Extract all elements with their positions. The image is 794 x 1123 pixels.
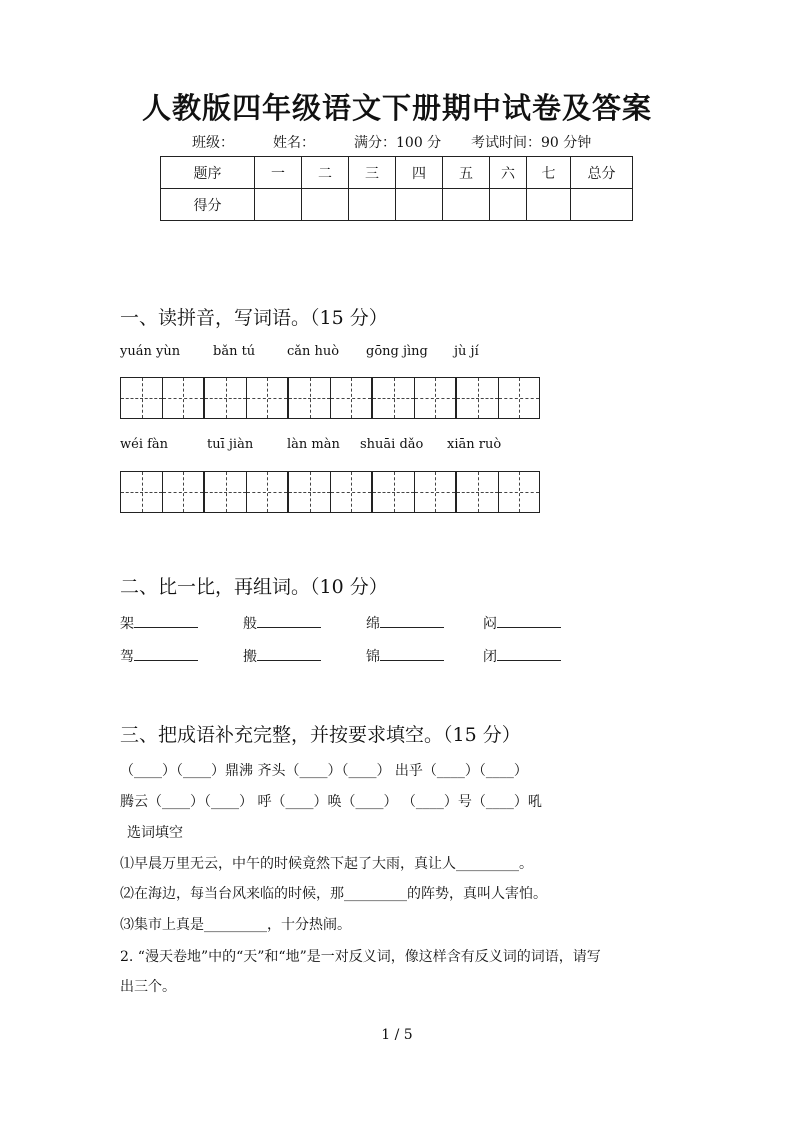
- compare-word-item: [243, 613, 321, 633]
- idiom-line: 腾云（____）（____） 呼（____）唤（____） （____）号（____）吼: [120, 794, 542, 810]
- table-cell: 六: [490, 157, 527, 189]
- writing-grid-row2: [120, 471, 540, 513]
- answer-blank[interactable]: [134, 646, 198, 661]
- writing-cell[interactable]: [246, 472, 287, 512]
- section1-heading: 一、读拼音，写词语。（15 分）: [120, 307, 388, 329]
- compare-word-item: [483, 613, 561, 633]
- writing-cell[interactable]: [414, 378, 455, 418]
- class-label: 班级：: [192, 135, 234, 151]
- compare-word-item: [483, 646, 561, 666]
- score-input-cell[interactable]: [302, 189, 349, 221]
- table-cell: 五: [443, 157, 490, 189]
- pinyin-label: wéi fàn: [120, 437, 169, 452]
- table-cell: 二: [302, 157, 349, 189]
- compare-char: 驾: [120, 649, 134, 665]
- writing-cell[interactable]: [330, 472, 371, 512]
- idiom-line: （____）（____）鼎沸 齐头（____）（____） 出乎（____）（____）: [120, 763, 528, 779]
- compare-char: 搬: [243, 649, 257, 665]
- pinyin-label: xiān ruò: [447, 437, 502, 452]
- score-input-cell[interactable]: [527, 189, 571, 221]
- writing-cell[interactable]: [457, 378, 498, 418]
- page-title: 人教版四年级语文下册期中试卷及答案: [141, 91, 652, 125]
- writing-cell[interactable]: [289, 472, 330, 512]
- question-line: 出三个。: [120, 979, 176, 995]
- answer-blank[interactable]: [497, 646, 561, 661]
- table-cell: 总分: [571, 157, 633, 189]
- pinyin-label: gōng jìng: [366, 344, 428, 359]
- score-table-header-row: [161, 157, 633, 189]
- table-cell: 三: [349, 157, 396, 189]
- answer-blank[interactable]: [134, 613, 198, 628]
- choose-words-label: 选词填空: [127, 825, 183, 841]
- table-cell: 一: [255, 157, 302, 189]
- compare-char: 架: [120, 616, 134, 632]
- score-input-cell[interactable]: [443, 189, 490, 221]
- writing-cell[interactable]: [457, 472, 498, 512]
- writing-cell[interactable]: [414, 472, 455, 512]
- writing-cell[interactable]: [498, 472, 539, 512]
- answer-blank[interactable]: [257, 613, 321, 628]
- score-table: [160, 156, 633, 221]
- compare-word-item: [243, 646, 321, 666]
- question-line: ⑴早晨万里无云，中午的时候竟然下起了大雨，真让人_________。: [120, 856, 533, 872]
- answer-blank[interactable]: [380, 613, 444, 628]
- writing-cell[interactable]: [373, 378, 414, 418]
- pinyin-label: bǎn tú: [213, 344, 256, 359]
- score-input-cell[interactable]: [349, 189, 396, 221]
- compare-char: 锦: [366, 649, 380, 665]
- question-line: ⑵在海边，每当台风来临的时候，那_________的阵势，真叫人害怕。: [120, 886, 547, 902]
- compare-char: 闷: [483, 616, 497, 632]
- answer-blank[interactable]: [257, 646, 321, 661]
- compare-word-item: [366, 613, 444, 633]
- writing-cell[interactable]: [330, 378, 371, 418]
- page-number: 1 / 5: [381, 1027, 413, 1043]
- pinyin-label: yuán yùn: [120, 344, 181, 359]
- writing-cell[interactable]: [162, 472, 203, 512]
- section2-heading: 二、比一比，再组词。（10 分）: [120, 576, 388, 598]
- table-cell: 四: [396, 157, 443, 189]
- compare-word-item: [120, 646, 198, 666]
- name-label: 姓名：: [273, 135, 315, 151]
- writing-cell[interactable]: [373, 472, 414, 512]
- pinyin-label: jù jí: [454, 344, 479, 359]
- compare-char: 绵: [366, 616, 380, 632]
- table-cell: 题序: [161, 157, 255, 189]
- pinyin-label: tuī jiàn: [207, 437, 254, 452]
- answer-blank[interactable]: [380, 646, 444, 661]
- section3-heading: 三、把成语补充完整，并按要求填空。（15 分）: [120, 724, 521, 746]
- score-input-cell[interactable]: [490, 189, 527, 221]
- writing-cell[interactable]: [205, 472, 246, 512]
- full-score-label: 满分：100 分: [354, 135, 442, 151]
- table-cell: 七: [527, 157, 571, 189]
- writing-cell[interactable]: [162, 378, 203, 418]
- writing-cell[interactable]: [205, 378, 246, 418]
- writing-cell[interactable]: [121, 378, 162, 418]
- exam-time-label: 考试时间：90 分钟: [471, 135, 592, 151]
- score-table-score-row: [161, 189, 633, 221]
- writing-cell[interactable]: [498, 378, 539, 418]
- compare-word-item: [366, 646, 444, 666]
- score-input-cell[interactable]: [396, 189, 443, 221]
- writing-cell[interactable]: [289, 378, 330, 418]
- compare-char: 闭: [483, 649, 497, 665]
- compare-word-item: [120, 613, 198, 633]
- answer-blank[interactable]: [497, 613, 561, 628]
- table-cell: 得分: [161, 189, 255, 221]
- pinyin-label: cǎn huò: [287, 344, 340, 359]
- question-line: 2. “漫天卷地”中的“天”和“地”是一对反义词，像这样含有反义词的词语，请写: [120, 949, 601, 965]
- writing-cell[interactable]: [121, 472, 162, 512]
- pinyin-label: shuāi dǎo: [360, 437, 424, 452]
- compare-char: 般: [243, 616, 257, 632]
- writing-grid-row1: [120, 377, 540, 419]
- question-line: ⑶集市上真是_________，十分热闹。: [120, 917, 351, 933]
- score-input-cell[interactable]: [571, 189, 633, 221]
- score-input-cell[interactable]: [255, 189, 302, 221]
- pinyin-label: làn màn: [287, 437, 340, 452]
- writing-cell[interactable]: [246, 378, 287, 418]
